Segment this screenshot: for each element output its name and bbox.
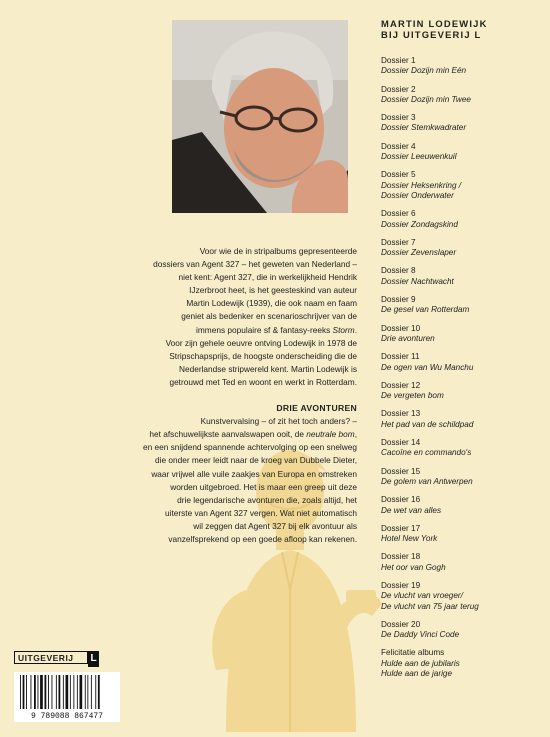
isbn-barcode bbox=[14, 672, 120, 722]
dossier-title: Dossier Leeuwenkuil bbox=[381, 152, 457, 162]
barcode-bar bbox=[56, 675, 57, 709]
dossier-number: Dossier 9 bbox=[381, 295, 416, 305]
dossier-number: Dossier 19 bbox=[381, 580, 421, 590]
dossier-item bbox=[381, 170, 541, 201]
dossier-item bbox=[381, 238, 541, 259]
dossier-number: Dossier 12 bbox=[381, 380, 421, 390]
dossier-item bbox=[381, 620, 541, 641]
publisher-line: BIJ UITGEVERIJ L bbox=[381, 29, 482, 40]
dossier-item bbox=[381, 467, 541, 488]
dossier-title: Hulde aan de jubilaris bbox=[381, 658, 460, 668]
dossier-item bbox=[381, 495, 541, 516]
barcode-bar bbox=[45, 675, 47, 709]
barcode-bar bbox=[87, 675, 88, 709]
dossier-number: Dossier 20 bbox=[381, 619, 421, 629]
dossier-title: De wet van alles bbox=[381, 505, 442, 515]
barcode-bar bbox=[26, 675, 27, 709]
emphasis: neutrale bom bbox=[306, 429, 355, 440]
drie-line: het afschuwelijkste aanvalswapen ooit, de neutrale bom, bbox=[149, 429, 357, 440]
barcode-bar bbox=[52, 675, 53, 709]
dossier-title: De ogen van Wu Manchu bbox=[381, 362, 474, 372]
dossier-title-second: De vlucht van 75 jaar terug bbox=[381, 601, 479, 611]
dossier-item bbox=[381, 209, 541, 230]
dossier-number: Dossier 2 bbox=[381, 84, 416, 94]
author-name: MARTIN LODEWIJK bbox=[381, 18, 488, 29]
drie-line: vanzelfsprekend op een goede afloop kan rekenen. bbox=[168, 533, 357, 544]
bio-line: Voor zijn gehele oeuvre ontving Lodewijk in 1978 de bbox=[165, 337, 357, 348]
drie-line: drie legendarische avonturen die, zoals altijd, het bbox=[177, 494, 357, 505]
dossier-title: Hotel New York bbox=[381, 534, 438, 544]
drie-line: Kunstvervalsing – of zit het toch anders? – bbox=[200, 416, 357, 427]
barcode-bars bbox=[14, 672, 120, 712]
barcode-bar bbox=[38, 675, 39, 709]
drie-avonturen-heading: DRIE AVONTUREN bbox=[276, 403, 357, 414]
dossier-title: De gesel van Rotterdam bbox=[381, 305, 470, 315]
dossier-title-second: Hulde aan de jarige bbox=[381, 669, 453, 679]
bio-line: Martin Lodewijk (1939), die ook naam en faam bbox=[186, 298, 357, 309]
dossier-item bbox=[381, 142, 541, 163]
dossier-title: Dossier Dozijn min Twee bbox=[381, 94, 471, 104]
bio-line: IJzerbroot heet, is het geesteskind van auteur bbox=[189, 285, 357, 296]
publisher-logo bbox=[14, 651, 99, 666]
dossier-number: Dossier 6 bbox=[381, 209, 416, 219]
dossier-item bbox=[381, 524, 541, 545]
dossier-number: Dossier 17 bbox=[381, 523, 421, 533]
barcode-bar bbox=[91, 675, 92, 709]
dossier-title: Dossier Dozijn min Eén bbox=[381, 66, 467, 76]
dossier-number: Dossier 15 bbox=[381, 466, 421, 476]
bio-line: Voor wie de in stripalbums gepresenteerde bbox=[199, 246, 357, 256]
drie-line: wil zeggen dat Agent 327 bij elk avontuur als bbox=[193, 520, 357, 531]
dossier-item bbox=[381, 56, 541, 77]
dossier-title: Het oor van Gogh bbox=[381, 562, 446, 572]
barcode-bar bbox=[73, 675, 74, 709]
dossier-number: Dossier 3 bbox=[381, 113, 416, 123]
barcode-bar bbox=[63, 675, 64, 709]
bio-line: dossiers van Agent 327 – het geweten van Nederland – bbox=[153, 259, 357, 270]
barcode-bar bbox=[48, 675, 49, 709]
barcode-bar bbox=[70, 675, 71, 709]
drie-avonturen-text bbox=[35, 415, 357, 546]
dossier-title-second: Dossier Onderwater bbox=[381, 190, 454, 200]
barcode-bar bbox=[59, 675, 61, 709]
description-text bbox=[35, 245, 357, 546]
dossier-title: Cacoïne en commando's bbox=[381, 448, 472, 458]
author-photo bbox=[172, 20, 348, 213]
dossier-item bbox=[381, 581, 541, 612]
bio-line: Stripschapsprijs, de hoogste onderscheiding die de bbox=[169, 350, 357, 361]
drie-line: die onder meer leidt naar de kroeg van Dubbele Dieter, bbox=[154, 455, 357, 466]
bio-line: geniet als bedenker en scenarioschrijver van de bbox=[181, 311, 357, 322]
bio-line: immens populaire sf & fantasy-reeks Storm. bbox=[196, 324, 357, 335]
barcode-bar bbox=[85, 675, 86, 709]
dossier-title: Dossier Zondagskind bbox=[381, 219, 458, 229]
dossier-number: Dossier 16 bbox=[381, 495, 421, 505]
dossier-number: Dossier 5 bbox=[381, 170, 416, 180]
drie-line: en een snijdend spannende achtervolging op een snelweg bbox=[142, 442, 357, 453]
series-heading bbox=[381, 18, 541, 40]
dossier-title: Het pad van de schildpad bbox=[381, 419, 474, 429]
dossier-number: Dossier 1 bbox=[381, 56, 416, 65]
barcode-bar bbox=[31, 675, 32, 709]
barcode-digits: 9 789088 867477 bbox=[30, 712, 103, 721]
dossier-number: Dossier 10 bbox=[381, 323, 421, 333]
barcode-bar bbox=[66, 675, 69, 709]
emphasis: Storm bbox=[332, 324, 355, 335]
drie-line: waar vrijwel alle vuile zaakjes van Europa en omstreken bbox=[151, 468, 357, 479]
dossier-title: De vlucht van vroeger/ bbox=[381, 591, 463, 601]
publisher-logo-text: UITGEVERIJ bbox=[14, 651, 88, 664]
bibliography-column bbox=[381, 18, 541, 687]
dossier-title: De Daddy Vinci Code bbox=[381, 630, 460, 640]
dossier-item bbox=[381, 113, 541, 134]
dossier-title: De golem van Antwerpen bbox=[381, 476, 473, 486]
dossier-title: Dossier Zevenslaper bbox=[381, 248, 457, 258]
barcode-bar bbox=[23, 675, 25, 709]
barcode-bar bbox=[40, 675, 43, 709]
barcode-bar bbox=[77, 675, 78, 709]
dossier-item bbox=[381, 552, 541, 573]
dossier-title: Dossier Nachtwacht bbox=[381, 276, 454, 286]
dossier-number: Dossier 18 bbox=[381, 552, 421, 562]
dossier-number: Dossier 13 bbox=[381, 409, 421, 419]
dossier-number: Dossier 14 bbox=[381, 438, 421, 448]
dossier-item bbox=[381, 324, 541, 345]
barcode-bar bbox=[95, 675, 96, 709]
barcode-bar bbox=[98, 675, 100, 709]
dossier-item bbox=[381, 381, 541, 402]
dossier-list bbox=[381, 56, 541, 679]
author-bio bbox=[35, 245, 357, 389]
dossier-item bbox=[381, 409, 541, 430]
dossier-item bbox=[381, 85, 541, 106]
dossier-item bbox=[381, 438, 541, 459]
dossier-number: Dossier 11 bbox=[381, 352, 420, 362]
barcode-bar bbox=[34, 675, 36, 709]
bio-line: niet kent: Agent 327, die in werkelijkheid Hendrik bbox=[178, 272, 357, 283]
publisher-logo-mark: L bbox=[88, 651, 99, 667]
bio-line: getrouwd met Ted en woont en werkt in Rotterdam. bbox=[169, 376, 357, 387]
dossier-item bbox=[381, 295, 541, 316]
dossier-title: Drie avonturen bbox=[381, 333, 435, 343]
drie-line: uiterste van Agent 327 vergen. Wat niet automatisch bbox=[164, 507, 357, 518]
dossier-item bbox=[381, 352, 541, 373]
dossier-item bbox=[381, 648, 541, 679]
dossier-title: De vergeten bom bbox=[381, 391, 444, 401]
dossier-item bbox=[381, 266, 541, 287]
drie-line: worden uitgebroed. Het is maar een greep uit deze bbox=[170, 481, 357, 492]
dossier-title: Dossier Stemkwadrater bbox=[381, 123, 467, 133]
barcode-bar bbox=[20, 675, 21, 709]
dossier-number: Dossier 4 bbox=[381, 141, 416, 151]
barcode-bar bbox=[80, 675, 83, 709]
bio-line: Nederlandse stripwereld kent. Martin Lodewijk is bbox=[178, 363, 357, 374]
dossier-number: Felicitatie albums bbox=[381, 648, 445, 658]
dossier-title: Dossier Heksenkring / bbox=[381, 180, 462, 190]
dossier-number: Dossier 7 bbox=[381, 237, 416, 247]
dossier-number: Dossier 8 bbox=[381, 266, 416, 276]
